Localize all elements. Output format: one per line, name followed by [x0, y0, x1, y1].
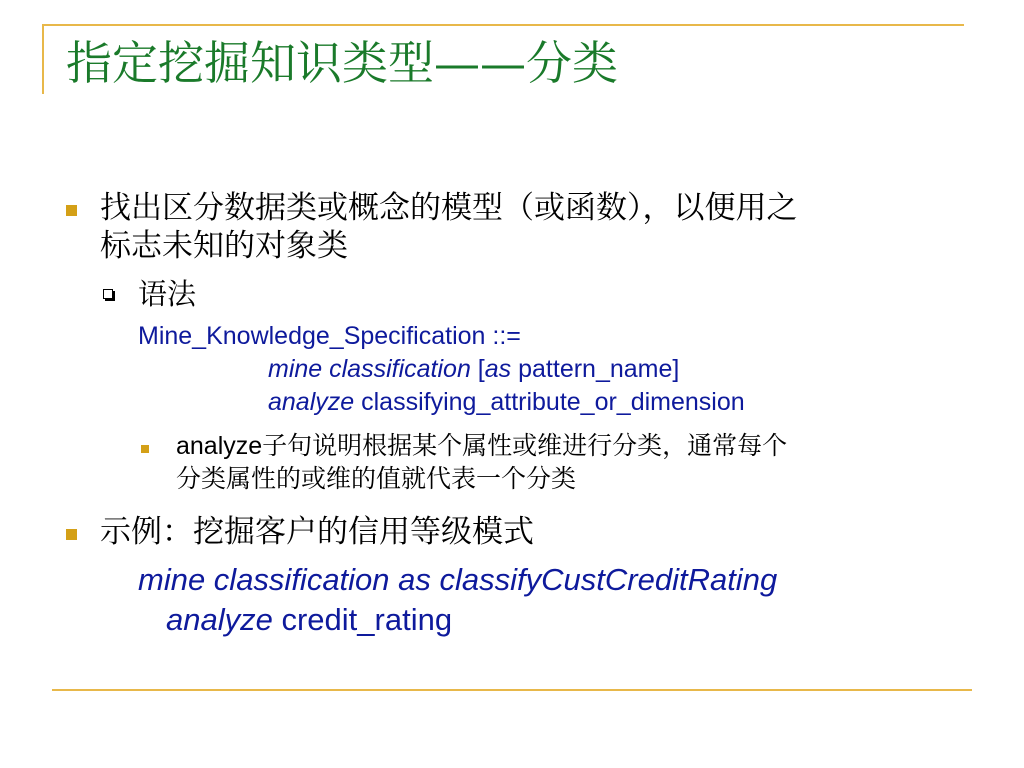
syntax-line-3 — [268, 386, 745, 419]
bullet-1-line-1: 找出区分数据类或概念的模型（或函数），以便用之 — [100, 190, 798, 226]
example-keyword-analyze: analyze — [166, 602, 273, 637]
bottom-rule — [52, 689, 972, 691]
square-bullet-icon — [66, 205, 77, 216]
example-credit-rating: credit_rating — [272, 602, 453, 637]
syntax-label: 语法 — [138, 277, 197, 311]
example-line-1 — [138, 560, 777, 600]
hollow-square-bullet-icon — [103, 289, 113, 299]
analyze-keyword: analyze — [176, 432, 263, 460]
top-rule — [42, 24, 964, 26]
square-bullet-icon — [66, 529, 77, 540]
analyze-note-text: 子句说明根据某个属性或维进行分类，通常每个 — [262, 431, 788, 460]
example-mine-classification: mine classification as classifyCustCreditRating — [138, 562, 778, 597]
left-rule — [42, 24, 44, 94]
square-bullet-icon — [141, 445, 149, 453]
bullet-2-text: 示例：挖掘客户的信用等级模式 — [100, 514, 534, 550]
syntax-pattern-name: pattern_name] — [511, 355, 680, 383]
example-line-2 — [166, 600, 452, 640]
syntax-classifying-attribute: classifying_attribute_or_dimension — [354, 388, 745, 416]
bullet-1-line-2: 标志未知的对象类 — [100, 228, 348, 264]
syntax-line-1: Mine_Knowledge_Specification ::= — [138, 322, 521, 350]
syntax-bracket-open: [ — [470, 355, 485, 383]
syntax-keyword-mine-classification: mine classification — [268, 355, 471, 383]
analyze-note-line-2: 分类属性的或维的值就代表一个分类 — [176, 464, 577, 493]
syntax-keyword-as: as — [484, 355, 512, 383]
slide-title: 指定挖掘知识类型——分类 — [66, 36, 618, 90]
syntax-keyword-analyze: analyze — [268, 388, 355, 416]
analyze-note-line-1 — [176, 430, 787, 462]
syntax-line-2 — [268, 353, 679, 386]
